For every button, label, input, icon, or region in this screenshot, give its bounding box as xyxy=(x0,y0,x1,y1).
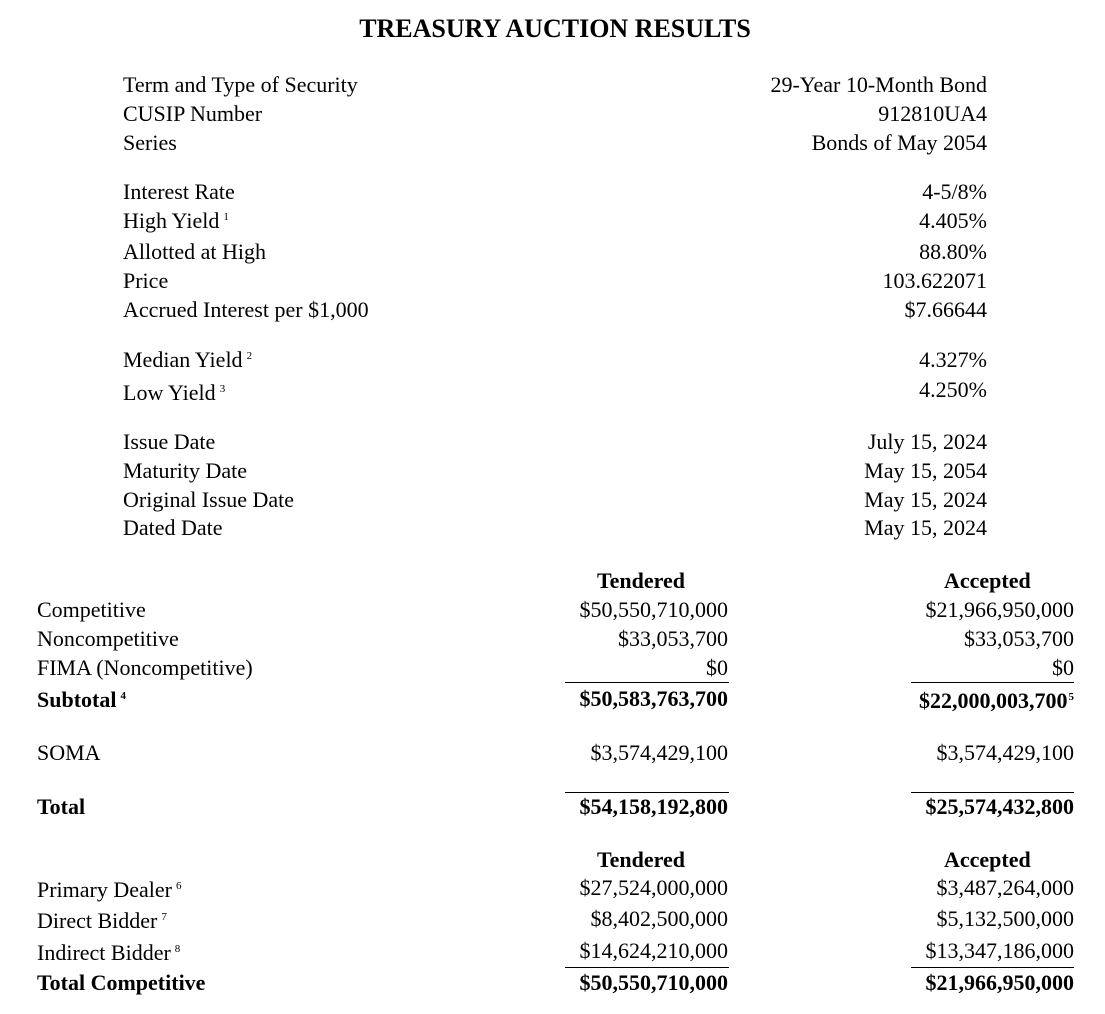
page-title: TREASURY AUCTION RESULTS xyxy=(359,14,751,43)
subtotal-rule-tendered xyxy=(565,682,729,683)
direct-bidder-tendered: $8,402,500,000 xyxy=(590,906,728,931)
high-yield-label: High Yield $^1$ xyxy=(123,208,229,233)
dated-date-label: Dated Date xyxy=(123,515,223,540)
total-accepted: $25,574,432,800 xyxy=(925,794,1074,819)
issue-date-value: July 15, 2024 xyxy=(867,429,987,454)
tendered-header-2: Tendered xyxy=(597,847,686,872)
cusip-value: 912810UA4 xyxy=(878,101,987,126)
accrued-interest-value: $7.66644 xyxy=(904,297,987,322)
series-value: Bonds of May 2054 xyxy=(811,130,987,155)
footnote-marker: 1 xyxy=(223,210,229,223)
term-label: Term and Type of Security xyxy=(123,72,358,97)
indirect-bidder-tendered: $14,624,210,000 xyxy=(579,938,728,963)
maturity-date-value: May 15, 2054 xyxy=(864,458,987,483)
subtotal-tendered: $50,583,763,700 xyxy=(579,686,728,711)
price-label: Price xyxy=(123,268,169,293)
issue-date-label: Issue Date xyxy=(123,429,216,454)
footnote-marker: 4 xyxy=(120,689,126,702)
accepted-header: Accepted xyxy=(944,568,1031,593)
direct-bidder-accepted: $5,132,500,000 xyxy=(936,906,1074,931)
footnote-marker: 2 xyxy=(246,349,253,362)
median-yield-label: Median Yield $^2$ xyxy=(123,347,253,372)
primary-dealer-label: Primary Dealer $^6$ xyxy=(37,877,182,902)
primary-dealer-accepted: $3,487,264,000 xyxy=(936,875,1074,900)
high-yield-value: 4.405% xyxy=(919,208,987,233)
maturity-date-label: Maturity Date xyxy=(123,458,248,483)
total-tendered: $54,158,192,800 xyxy=(579,794,728,819)
noncompetitive-accepted: $33,053,700 xyxy=(964,626,1074,651)
indirect-bidder-label: Indirect Bidder $^8$ xyxy=(37,940,181,965)
footnote-marker: 5 xyxy=(1068,690,1074,703)
total-competitive-label: Total Competitive xyxy=(37,970,206,995)
subtotal-label: Subtotal $^4$ xyxy=(37,687,126,712)
competitive-accepted: $21,966,950,000 xyxy=(925,597,1074,622)
subtotal-rule-accepted xyxy=(911,682,1074,683)
indirect-bidder-accepted: $13,347,186,000 xyxy=(925,938,1074,963)
cusip-label: CUSIP Number xyxy=(123,101,263,126)
price-value: 103.622071 xyxy=(882,268,987,293)
total-label: Total xyxy=(37,794,86,819)
median-yield-value: 4.327% xyxy=(919,347,987,372)
allotted-label: Allotted at High xyxy=(123,239,266,264)
total-competitive-rule-tendered xyxy=(565,967,729,968)
accrued-interest-label: Accrued Interest per $1,000 xyxy=(123,297,369,322)
original-issue-date-label: Original Issue Date xyxy=(123,487,295,512)
total-competitive-tendered: $50,550,710,000 xyxy=(579,970,728,995)
noncompetitive-label: Noncompetitive xyxy=(37,626,179,651)
fima-tendered: $0 xyxy=(706,655,728,680)
allotted-value: 88.80% xyxy=(919,239,987,264)
noncompetitive-tendered: $33,053,700 xyxy=(618,626,728,651)
soma-accepted: $3,574,429,100 xyxy=(936,740,1074,765)
low-yield-value: 4.250% xyxy=(919,377,987,402)
soma-tendered: $3,574,429,100 xyxy=(590,740,728,765)
competitive-label: Competitive xyxy=(37,597,146,622)
footnote-marker: 7 xyxy=(161,910,167,923)
total-competitive-accepted: $21,966,950,000 xyxy=(925,970,1074,995)
primary-dealer-tendered: $27,524,000,000 xyxy=(579,875,728,900)
footnote-marker: 8 xyxy=(174,942,181,955)
dated-date-value: May 15, 2024 xyxy=(864,515,987,540)
interest-rate-label: Interest Rate xyxy=(123,179,235,204)
accepted-header-2: Accepted xyxy=(944,847,1031,872)
fima-accepted: $0 xyxy=(1052,655,1074,680)
direct-bidder-label: Direct Bidder $^7$ xyxy=(37,908,167,933)
soma-label: SOMA xyxy=(37,740,101,765)
footnote-marker: 3 xyxy=(219,382,226,395)
interest-rate-value: 4-5/8% xyxy=(922,179,987,204)
total-rule-accepted xyxy=(911,792,1074,793)
series-label: Series xyxy=(123,130,177,155)
footnote-marker: 6 xyxy=(176,879,182,892)
total-competitive-rule-accepted xyxy=(911,967,1074,968)
competitive-tendered: $50,550,710,000 xyxy=(579,597,728,622)
total-rule-tendered xyxy=(565,792,729,793)
term-value: 29-Year 10-Month Bond xyxy=(770,72,987,97)
fima-label: FIMA (Noncompetitive) xyxy=(37,655,253,680)
tendered-header: Tendered xyxy=(597,568,686,593)
subtotal-accepted: $22,000,003,700$^5$ xyxy=(919,688,1074,713)
low-yield-label: Low Yield $^3$ xyxy=(123,380,226,405)
original-issue-date-value: May 15, 2024 xyxy=(864,487,987,512)
